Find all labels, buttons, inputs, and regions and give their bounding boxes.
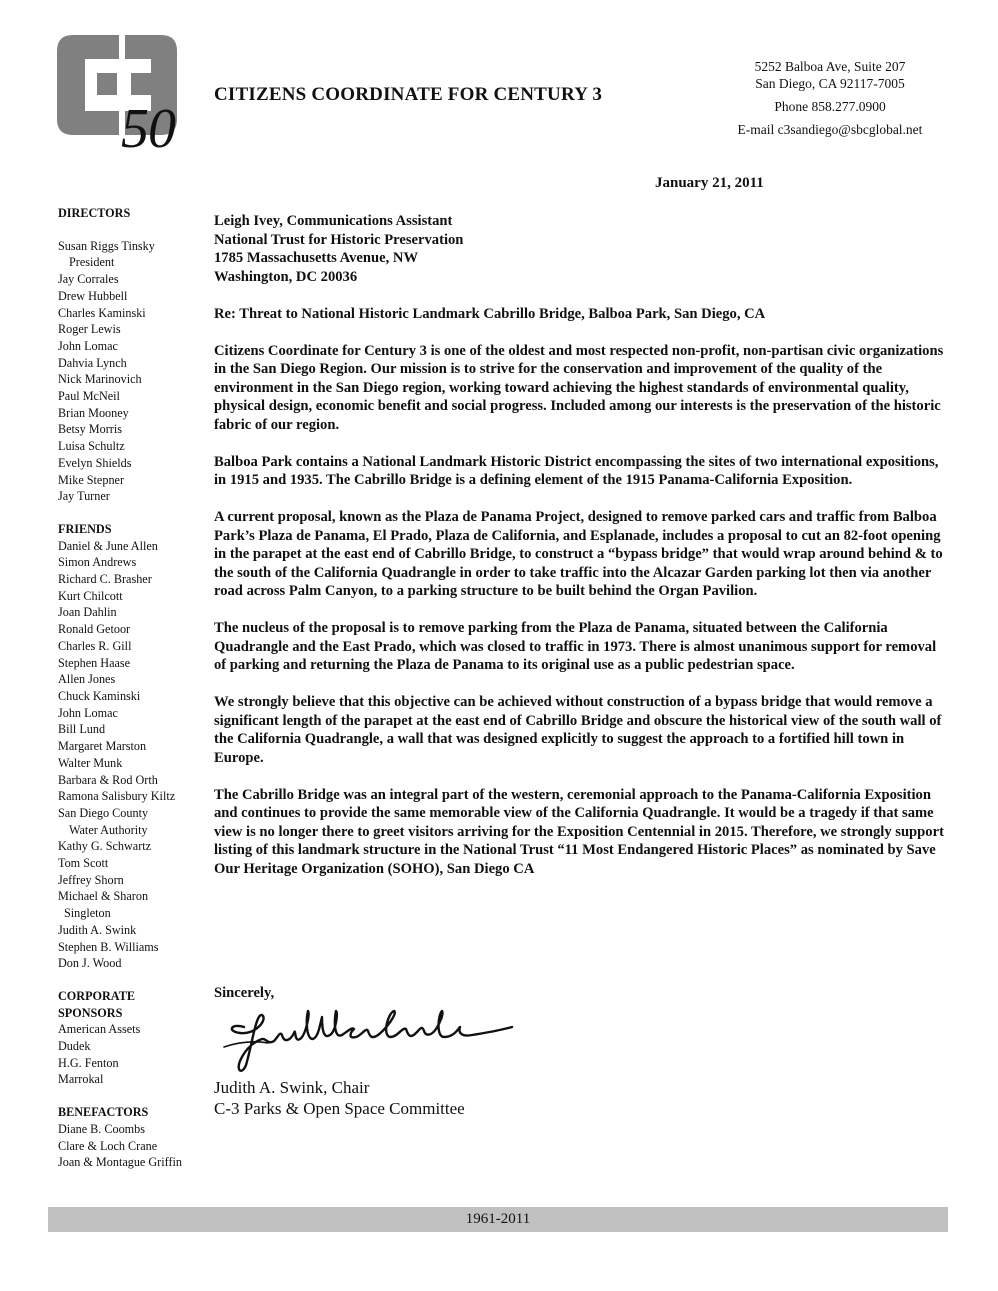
director-item: Jay Turner <box>58 489 110 504</box>
recipient-address <box>214 212 944 286</box>
body-paragraph: We strongly believe that this objective can be achieved without construction of a bypass bridge that would remove a significant length of the parapet at the east end of Cabrillo Bridge and obscure the historical view of the south wall of the California Quadrangle, a wall that was designed explicitly to suggest the approach to a fortified hill town in Europe. <box>214 694 942 766</box>
footer-bar <box>48 1207 948 1232</box>
director-item: Jay Corrales <box>58 272 119 287</box>
friend-item: Barbara & Rod Orth <box>58 772 158 787</box>
anniversary-number: 50 <box>121 98 175 160</box>
benefactor-item: Clare & Loch Crane <box>58 1138 158 1153</box>
benefactors-heading: BENEFACTORS <box>58 1105 149 1120</box>
director-item: Charles Kaminski <box>58 305 146 320</box>
director-item: Drew Hubbell <box>58 288 128 303</box>
director-item: Paul McNeil <box>58 389 120 404</box>
signer-block <box>214 1077 465 1119</box>
friend-item: Allen Jones <box>58 672 116 687</box>
directors-list <box>58 271 208 505</box>
corporate-sponsors-list <box>58 1021 208 1088</box>
signer-committee: C-3 Parks & Open Space Committee <box>214 1099 465 1118</box>
director-president-name: Susan Riggs Tinsky <box>58 238 155 253</box>
friend-item: Michael & Sharon <box>58 889 149 904</box>
friend-item: Walter Munk <box>58 755 123 770</box>
recipient-city: Washington, DC 20036 <box>214 268 358 285</box>
recipient-organization: National Trust for Historic Preservation <box>214 231 464 248</box>
friend-item: San Diego County <box>58 805 149 820</box>
director-item: Brian Mooney <box>58 405 129 420</box>
friend-item: Ramona Salisbury Kiltz <box>58 789 176 804</box>
director-item: John Lomac <box>58 338 118 353</box>
director-item: Evelyn Shields <box>58 455 132 470</box>
director-item: Nick Marinovich <box>58 372 142 387</box>
friend-item-continuation: Singleton <box>64 906 111 921</box>
friend-item: Kurt Chilcott <box>58 588 123 603</box>
friend-item: Ronald Getoor <box>58 622 131 637</box>
friend-item: Joan Dahlin <box>58 605 117 620</box>
body-paragraph: Citizens Coordinate for Century 3 is one of the oldest and most respected non-profit, non-partisan civic organizations in the San Diego Region. Our mission is to strive for the conservation and improvement of the quality of the environment in the San Diego region, working toward achieving the highest standards of environmental quality, physical design, economic benefit and social progress. Included among our interests is the preservation of the historic fabric of our region. <box>214 342 944 433</box>
friend-item: Richard C. Brasher <box>58 572 152 587</box>
signer-name: Judith A. Swink, Chair <box>214 1078 370 1097</box>
sponsor-item: H.G. Fenton <box>58 1055 119 1070</box>
friend-item: Don J. Wood <box>58 956 122 971</box>
body-paragraph: A current proposal, known as the Plaza de Panama Project, designed to remove parked cars and traffic from Balboa Park’s Plaza de Panama, El Prado, Plaza de California, and Esplanade, includes a proposal to cut an 82-foot opening in the parapet at the east end of Cabrillo Bridge, to construct a “bypass bridge” that would wrap around behind & to the south of the California Quadrangle in order to take traffic into the Alcazar Garden parking lot then via another road across Palm Canyon, to a parking structure to be built behind the Organ Pavilion. <box>214 509 943 599</box>
friend-item: Chuck Kaminski <box>58 688 141 703</box>
closing-salutation: Sincerely, <box>214 985 275 1001</box>
friend-item: Daniel & June Allen <box>58 538 158 553</box>
benefactor-item: Joan & Montague Griffin <box>58 1155 182 1170</box>
friend-item: John Lomac <box>58 705 118 720</box>
director-item: Mike Stepner <box>58 472 125 487</box>
corporate-sponsors-heading-line1: CORPORATE <box>58 988 135 1003</box>
sponsor-item: American Assets <box>58 1022 141 1037</box>
organization-name: CITIZENS COORDINATE FOR CENTURY 3 <box>214 84 603 105</box>
friend-item-continuation: Water Authority <box>69 822 148 837</box>
recipient-name-title: Leigh Ivey, Communications Assistant <box>214 213 453 229</box>
address-line-2: San Diego, CA 92117-7005 <box>755 76 905 91</box>
directors-heading: DIRECTORS <box>58 206 131 220</box>
friend-item: Bill Lund <box>58 722 106 737</box>
footer-years: 1961-2011 <box>465 1211 531 1227</box>
body-paragraph: The Cabrillo Bridge was an integral part of the western, ceremonial approach to the Panama-California Exposition and continues to provide the same memorable view of the California Quadrangle. It would be a tragedy if that same view is no longer there to greet visitors arriving for the Exposition Centennial in 2015. Therefore, we strongly support listing of this landmark structure in the National Trust “11 Most Endangered Historic Places” as nominated by Save Our Heritage Organization (SOHO), San Diego CA <box>214 786 944 877</box>
director-item: Dahvia Lynch <box>58 355 127 370</box>
friend-item: Judith A. Swink <box>58 922 137 937</box>
sidebar-roster <box>58 205 208 1171</box>
c3-logo <box>57 35 202 160</box>
friend-item: Stephen Haase <box>58 655 131 670</box>
director-item: Roger Lewis <box>58 322 121 337</box>
handwritten-signature-icon <box>222 1005 522 1077</box>
sponsor-item: Marrokal <box>58 1072 104 1087</box>
letter-date: January 21, 2011 <box>655 175 764 191</box>
letter-body <box>214 212 944 897</box>
friends-list <box>58 538 208 972</box>
recipient-street: 1785 Massachusetts Avenue, NW <box>214 250 419 266</box>
friend-item: Kathy G. Schwartz <box>58 839 152 854</box>
email: E-mail c3sandiego@sbcglobal.net <box>737 122 923 137</box>
director-president-title: President <box>69 255 115 270</box>
director-item: Betsy Morris <box>58 422 122 437</box>
friend-item: Jeffrey Shorn <box>58 872 124 887</box>
body-paragraph: Balboa Park contains a National Landmark Historic District encompassing the sites of two international expositions, in 1915 and 1935. The Cabrillo Bridge is a defining element of the 1915 Panama-California Exposition. <box>214 453 939 488</box>
corporate-sponsors-heading-line2: SPONSORS <box>58 1005 123 1020</box>
director-item: Luisa Schultz <box>58 439 125 454</box>
phone: Phone 858.277.0900 <box>774 99 886 114</box>
address-line-1: 5252 Balboa Ave, Suite 207 <box>754 59 906 74</box>
friend-item: Charles R. Gill <box>58 638 132 653</box>
sponsor-item: Dudek <box>58 1039 91 1054</box>
benefactor-item: Diane B. Coombs <box>58 1121 146 1136</box>
body-paragraph: The nucleus of the proposal is to remove parking from the Plaza de Panama, situated between the California Quadrangle and the East Prado, which was closed to traffic in 1973. There is almost unanimous support for removal of parking and returning the Plaza de Panama to its original use as a public pedestrian space. <box>214 620 937 673</box>
benefactors-list <box>58 1121 208 1171</box>
friend-item: Margaret Marston <box>58 739 147 754</box>
subject-line: Re: Threat to National Historic Landmark Cabrillo Bridge, Balboa Park, San Diego, CA <box>214 305 766 322</box>
friends-heading: FRIENDS <box>58 521 112 536</box>
friend-item: Stephen B. Williams <box>58 939 159 954</box>
friend-item: Tom Scott <box>58 856 109 871</box>
contact-block <box>720 58 940 138</box>
friend-item: Simon Andrews <box>58 555 137 570</box>
